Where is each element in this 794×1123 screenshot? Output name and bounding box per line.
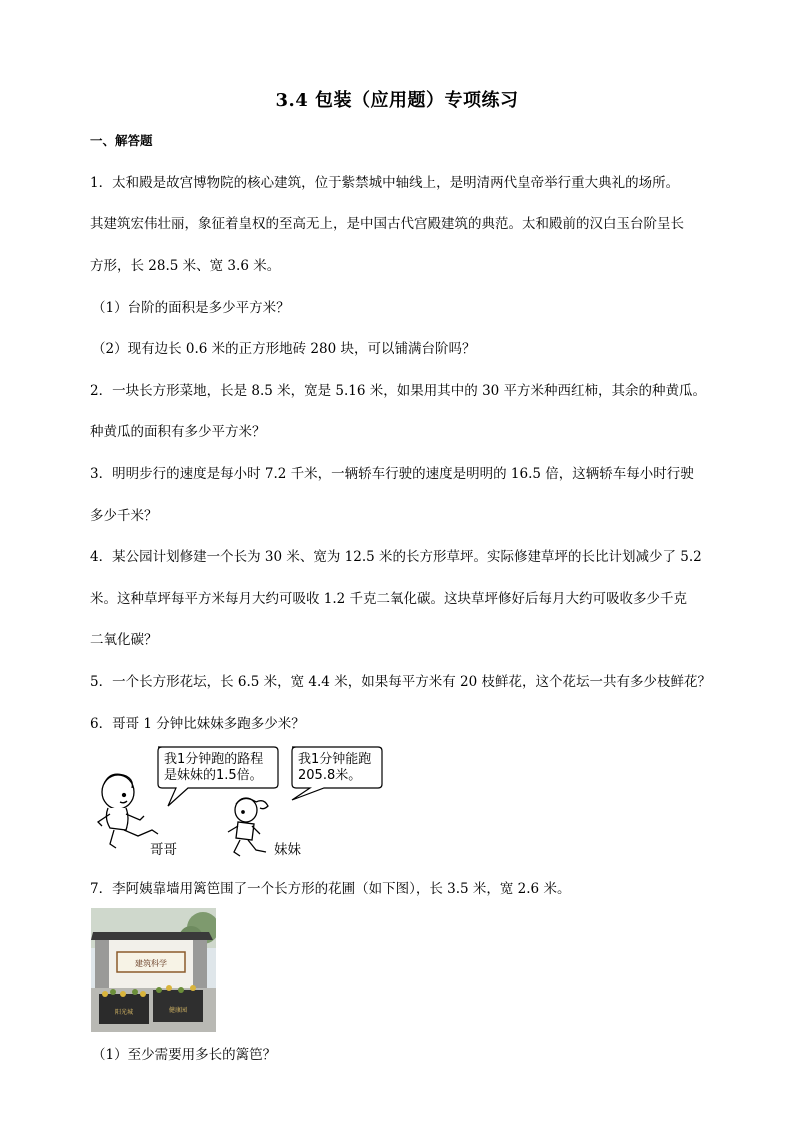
q4-line-2: 米。这种草坪每平方米每月大约可吸收 1.2 千克二氧化碳。这块草坪修好后每月大约可吸收多少千克 <box>90 591 688 607</box>
garden-photo-illustration <box>91 908 216 1032</box>
q7-line-1: 7．李阿姨靠墙用篱笆围了一个长方形的花圃（如下图），长 3.5 米，宽 2.6 米。 <box>90 881 571 897</box>
page-title: 3.4 包装（应用题）专项练习 <box>275 90 519 111</box>
q2-line-1: 2．一块长方形菜地，长是 8.5 米，宽是 5.16 米，如果用其中的 30 平方米种西红柿，其余的种黄瓜。 <box>90 383 707 399</box>
q1-part-1: （1）台阶的面积是多少平方米？ <box>92 300 290 316</box>
q3-line-2: 多少千米？ <box>90 508 158 524</box>
q5-line-1: 5．一个长方形花坛，长 6.5 米，宽 4.4 米，如果每平方米有 20 枝鲜花，这个花坛一共有多少枝鲜花？ <box>90 674 711 690</box>
label-boy: 哥哥 <box>150 842 177 858</box>
bubble-right-text <box>298 752 371 784</box>
q6-figure <box>96 740 396 860</box>
section-heading: 一、解答题 <box>90 133 153 148</box>
bubble-right-line-2: 205.8米。 <box>298 768 362 783</box>
bubble-left-line-1: 我1分钟跑的路程 <box>164 752 264 767</box>
bubble-right-line-1: 我1分钟能跑 <box>298 752 372 767</box>
q4-line-1: 4．某公园计划修建一个长为 30 米、宽为 12.5 米的长方形草坪。实际修建草坪的长比计划减少了 5.2 <box>90 549 702 565</box>
q2-line-2: 种黄瓜的面积有多少平方米？ <box>90 424 266 440</box>
planter-text-2: 健康园 <box>168 1007 188 1014</box>
boy-running-icon <box>98 774 158 848</box>
label-girl: 妹妹 <box>274 842 301 858</box>
q3-line-1: 3．明明步行的速度是每小时 7.2 千米，一辆轿车行驶的速度是明明的 16.5 倍，这辆轿车每小时行驶 <box>90 466 694 482</box>
q7-part-1: （1）至少需要用多长的篱笆？ <box>92 1047 277 1063</box>
bubble-left-line-2: 是妹妹的1.5倍。 <box>164 768 263 783</box>
q1-line-2: 其建筑宏伟壮丽，象征着皇权的至高无上，是中国古代宫殿建筑的典范。太和殿前的汉白玉台阶呈长 <box>90 216 684 232</box>
bubble-left-text <box>164 752 263 784</box>
q1-line-1: 1．太和殿是故宫博物院的核心建筑，位于紫禁城中轴线上，是明清两代皇帝举行重大典礼的场所。 <box>90 175 680 191</box>
q1-part-2: （2）现有边长 0.6 米的正方形地砖 280 块，可以铺满台阶吗？ <box>92 341 476 357</box>
girl-running-icon <box>228 798 268 856</box>
q7-garden-photo <box>91 908 216 1032</box>
sign-text: 建筑科学 <box>135 959 167 968</box>
q4-line-3: 二氧化碳？ <box>90 632 158 648</box>
planter-text-1: 阳光城 <box>114 1009 134 1016</box>
q6-line-1: 6．哥哥 1 分钟比妹妹多跑多少米？ <box>90 716 305 732</box>
q1-line-3: 方形，长 28.5 米、宽 3.6 米。 <box>90 258 281 274</box>
